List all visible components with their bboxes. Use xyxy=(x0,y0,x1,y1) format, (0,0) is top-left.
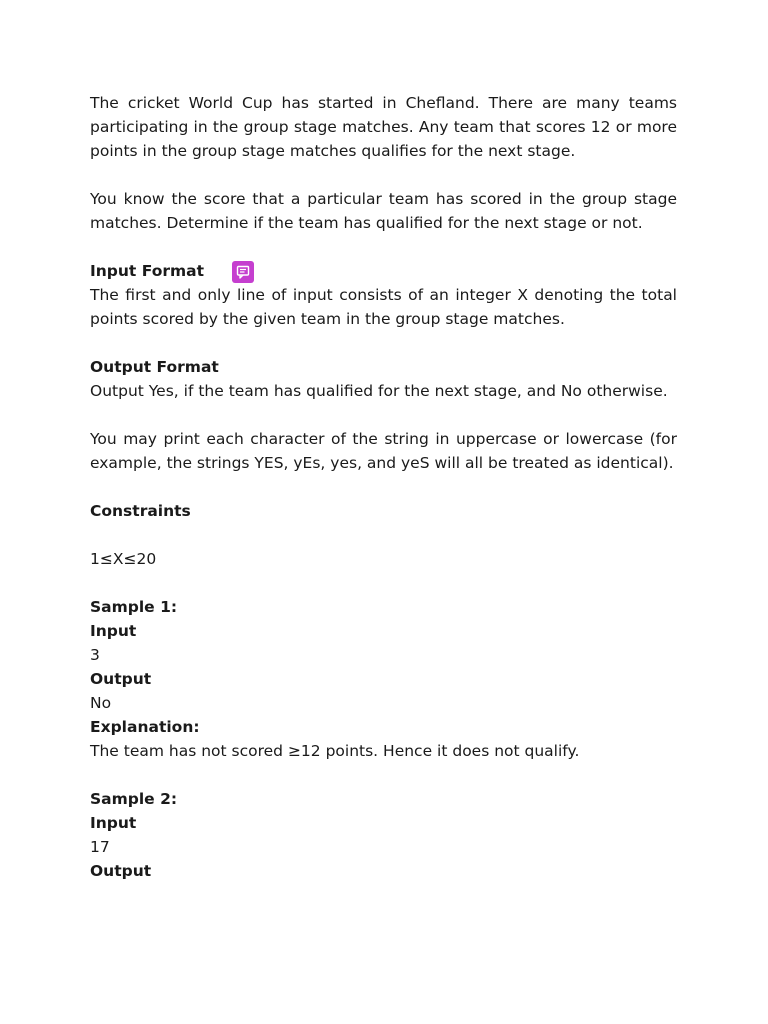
sample-2-input-label: Input xyxy=(90,814,137,832)
constraints-heading: Constraints xyxy=(90,502,191,520)
intro-paragraph-2: You know the score that a particular team has scored in the group stage matches. Determine if the team has qualified for the next stage or not. xyxy=(90,190,677,232)
sample-1-output-value: No xyxy=(90,694,112,712)
sample-1-heading: Sample 1: xyxy=(90,598,178,616)
comment-icon[interactable] xyxy=(232,261,254,283)
output-format-heading: Output Format xyxy=(90,358,219,376)
sample-2-heading: Sample 2: xyxy=(90,790,178,808)
sample-1-explanation-text: The team has not scored ≥12 points. Hence it does not qualify. xyxy=(90,742,580,760)
intro-paragraph-1: The cricket World Cup has started in Chefland. There are many teams participating in the group stage matches. Any team that scores 12 or more points in the group stage matches qualifies for the next stage. xyxy=(90,94,677,160)
input-format-heading-row xyxy=(90,259,677,283)
input-format-text: The first and only line of input consists of an integer X denoting the total points scored by the given team in the group stage matches. xyxy=(90,286,677,328)
input-format-heading: Input Format xyxy=(90,262,205,280)
output-format-text: Output Yes, if the team has qualified for the next stage, and No otherwise. xyxy=(90,382,668,400)
case-insensitivity-note: You may print each character of the string in uppercase or lowercase (for example, the strings YES, yEs, yes, and yeS will all be treated as identical). xyxy=(90,430,677,472)
constraint-text: 1≤X≤20 xyxy=(90,550,157,568)
sample-1-explanation-label: Explanation: xyxy=(90,718,200,736)
sample-2-input-value: 17 xyxy=(90,838,110,856)
sample-1-input-label: Input xyxy=(90,622,137,640)
sample-1-input-value: 3 xyxy=(90,646,100,664)
problem-statement xyxy=(90,91,677,883)
sample-1-output-label: Output xyxy=(90,670,152,688)
sample-2-output-label: Output xyxy=(90,862,152,880)
comment-glyph xyxy=(236,265,250,279)
